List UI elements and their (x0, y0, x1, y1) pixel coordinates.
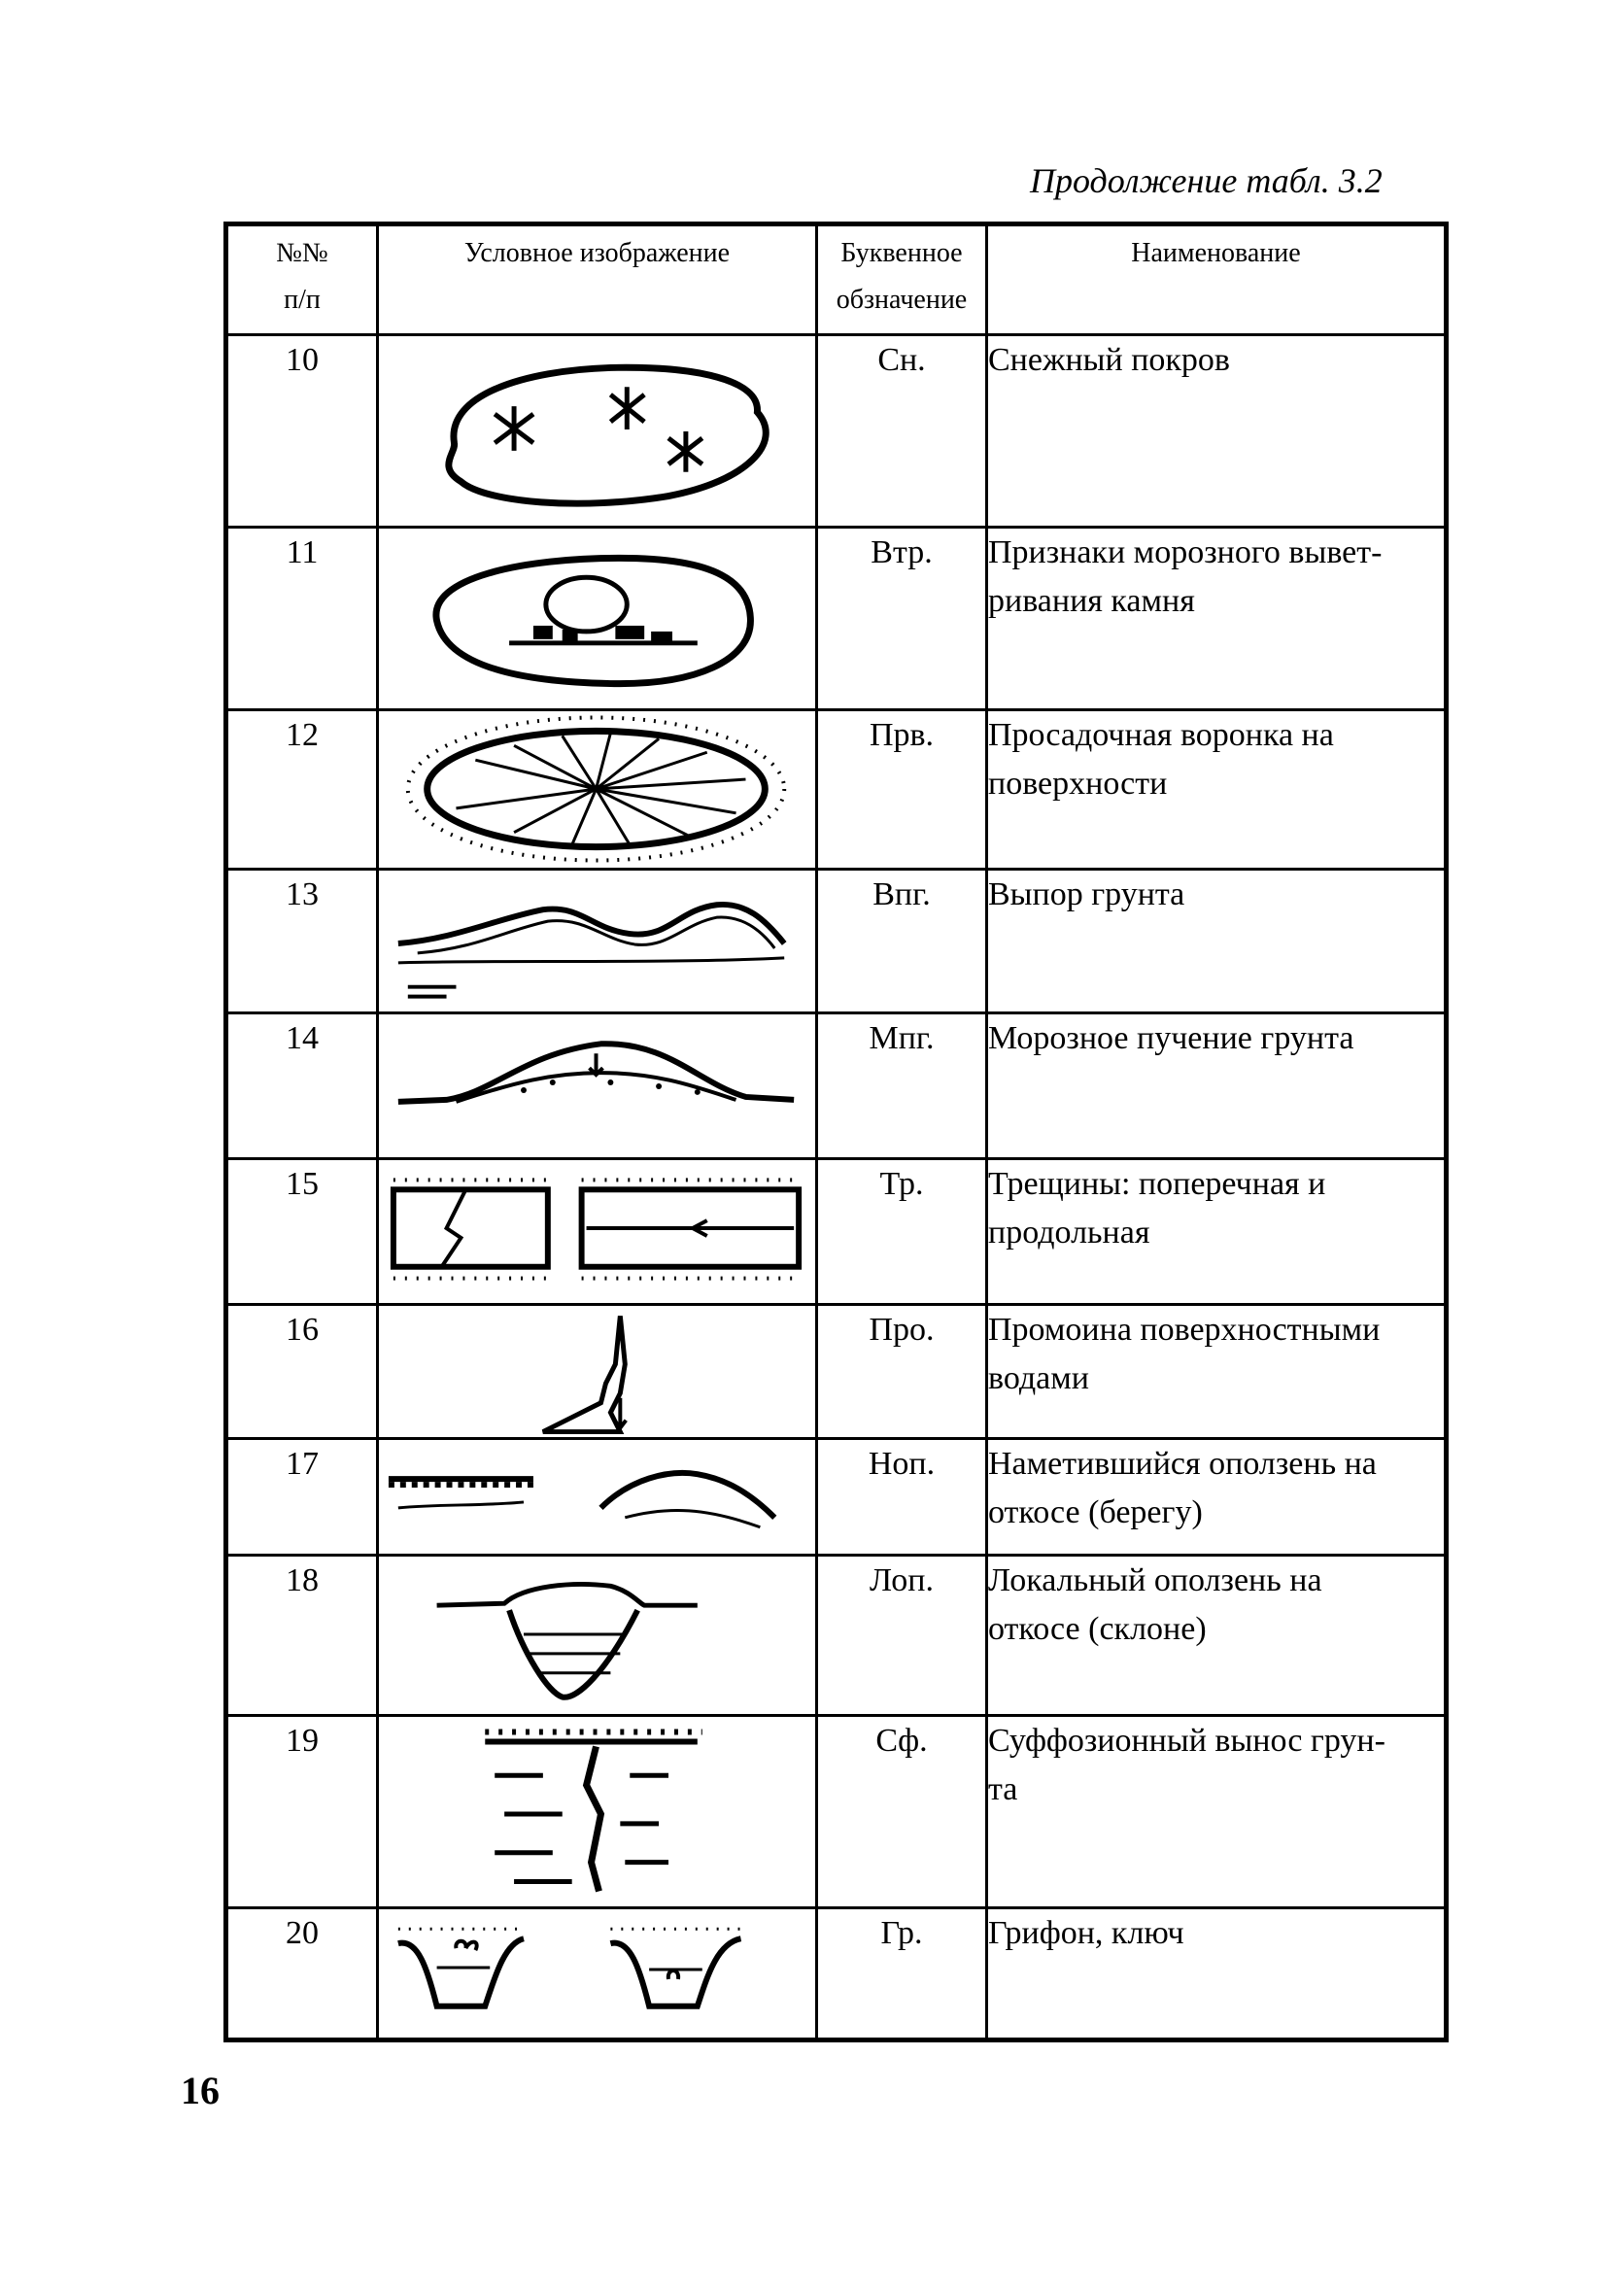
table-row (226, 1159, 1447, 1305)
row-number: 11 (226, 528, 378, 710)
header-image: Условное изображение (378, 224, 817, 335)
row-code: Впг. (817, 870, 987, 1013)
table-row (226, 1908, 1447, 2040)
row-number: 12 (226, 710, 378, 870)
subsidence-funnel-icon (378, 710, 817, 870)
row-code: Мпг. (817, 1013, 987, 1159)
row-number: 13 (226, 870, 378, 1013)
row-name: Локальный оползень на откосе (склоне) (987, 1556, 1447, 1716)
table-row (226, 335, 1447, 528)
row-code: Сн. (817, 335, 987, 528)
table-row (226, 1013, 1447, 1159)
row-number: 20 (226, 1908, 378, 2040)
soil-bulging-icon (378, 870, 817, 1013)
row-number: 17 (226, 1439, 378, 1556)
row-code: Сф. (817, 1716, 987, 1908)
table-row (226, 1305, 1447, 1439)
header-code: Буквенное обзначение (817, 224, 987, 335)
table-header-row (226, 224, 1447, 335)
table-row (226, 1556, 1447, 1716)
washout-icon (378, 1305, 817, 1439)
row-name: Суффозионный вынос грун- та (987, 1716, 1447, 1908)
snow-cover-icon (378, 335, 817, 528)
row-name: Морозное пучение грунта (987, 1013, 1447, 1159)
row-number: 19 (226, 1716, 378, 1908)
symbols-table (223, 222, 1449, 2042)
suffosion-icon (378, 1716, 817, 1908)
row-number: 14 (226, 1013, 378, 1159)
cracks-icon (378, 1159, 817, 1305)
row-code: Ноп. (817, 1439, 987, 1556)
frost-heave-icon (378, 1013, 817, 1159)
row-code: Про. (817, 1305, 987, 1439)
local-landslide-icon (378, 1556, 817, 1716)
frost-weathering-icon (378, 528, 817, 710)
row-code: Тр. (817, 1159, 987, 1305)
table-row (226, 870, 1447, 1013)
row-name: Наметившийся оползень на откосе (берегу) (987, 1439, 1447, 1556)
row-name: Грифон, ключ (987, 1908, 1447, 2040)
row-number: 18 (226, 1556, 378, 1716)
row-code: Втр. (817, 528, 987, 710)
row-code: Прв. (817, 710, 987, 870)
row-name: Выпор грунта (987, 870, 1447, 1013)
row-code: Гр. (817, 1908, 987, 2040)
row-name: Снежный покров (987, 335, 1447, 528)
row-code: Лоп. (817, 1556, 987, 1716)
table-row (226, 528, 1447, 710)
row-number: 10 (226, 335, 378, 528)
row-name: Просадочная воронка на поверхности (987, 710, 1447, 870)
table-row (226, 1716, 1447, 1908)
header-num: №№ п/п (226, 224, 378, 335)
row-name: Признаки морозного вывет- ривания камня (987, 528, 1447, 710)
header-name: Наименование (987, 224, 1447, 335)
table-row (226, 1439, 1447, 1556)
row-number: 15 (226, 1159, 378, 1305)
row-name: Трещины: поперечная и продольная (987, 1159, 1447, 1305)
incipient-landslide-icon (378, 1439, 817, 1556)
row-name: Промоина поверхностными водами (987, 1305, 1447, 1439)
row-number: 16 (226, 1305, 378, 1439)
griffon-spring-icon (378, 1908, 817, 2040)
table-row (226, 710, 1447, 870)
table-caption: Продолжение табл. 3.2 (1030, 161, 1383, 200)
page-number: 16 (181, 2069, 220, 2112)
